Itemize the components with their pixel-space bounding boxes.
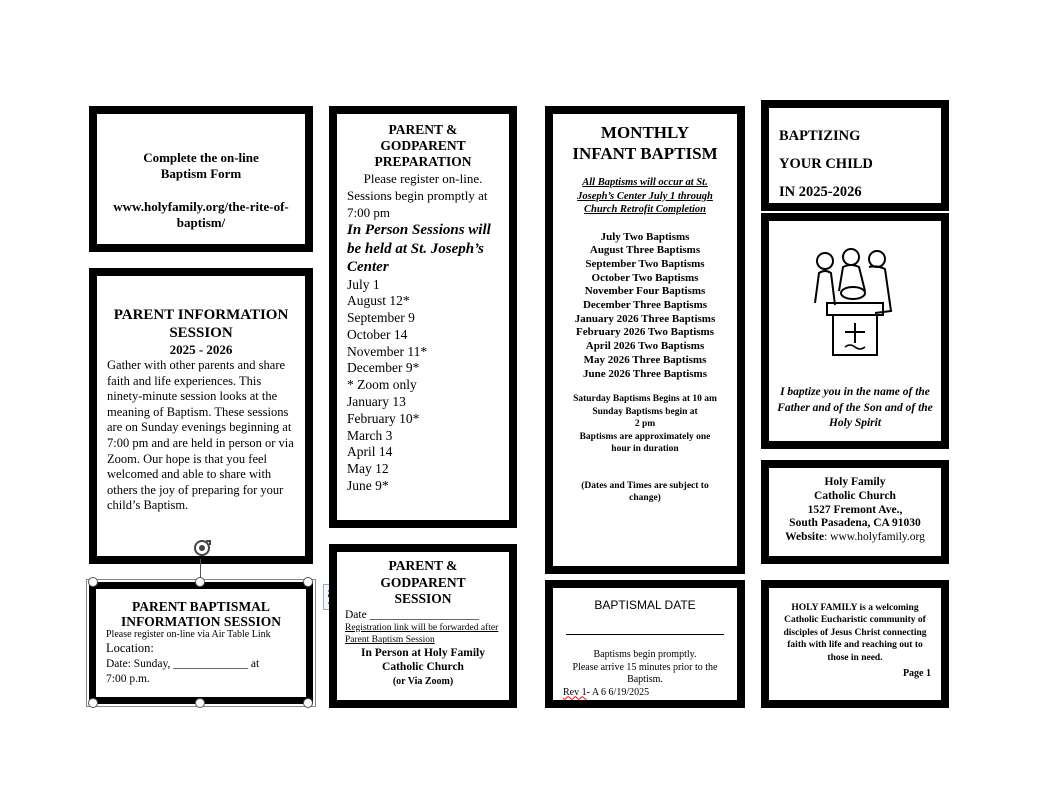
resize-handle[interactable] bbox=[88, 577, 98, 587]
monthly-schedule-item: January 2026 Three Baptisms bbox=[574, 312, 716, 325]
heading-line2: YOUR CHILD bbox=[779, 156, 873, 172]
prep-date: January 13 bbox=[347, 394, 406, 410]
baptismal-info-location: Location: bbox=[106, 641, 154, 655]
baptismal-date-prompt: Baptisms begin promptly. bbox=[593, 649, 697, 660]
church-name1: Holy Family bbox=[824, 476, 886, 488]
prep-title2: GODPARENT bbox=[380, 138, 466, 153]
session-form-reg-link: Registration link will be forwarded after Parent Baptism Session bbox=[345, 622, 499, 645]
image-caption: I baptize you in the name of the Father and of the Son and of the Holy Spirit bbox=[777, 386, 933, 429]
resize-handle[interactable] bbox=[195, 698, 205, 708]
monthly-schedule-item: February 2026 Two Baptisms bbox=[575, 326, 714, 339]
baptismal-date-line[interactable] bbox=[566, 634, 724, 635]
monthly-schedule-item: April 2026 Two Baptisms bbox=[585, 340, 705, 353]
prep-in-person: In Person Sessions will be held at St. Joseph’s Center bbox=[347, 222, 491, 275]
session-form-location1: In Person at Holy Family bbox=[361, 646, 485, 659]
prep-date: June 9* bbox=[347, 478, 389, 494]
heading-box bbox=[761, 100, 949, 211]
online-form-line2: Baptism Form bbox=[160, 166, 242, 181]
monthly-schedule-item: December Three Baptisms bbox=[582, 299, 708, 312]
resize-handle[interactable] bbox=[195, 577, 205, 587]
session-form-title3: SESSION bbox=[394, 591, 452, 606]
prep-date: July 1 bbox=[347, 276, 380, 292]
prep-register: Please register on-line. bbox=[363, 171, 483, 186]
baptismal-info-date-suffix: at bbox=[248, 658, 260, 670]
baptismal-date-arrive: Please arrive 15 minutes prior to the Baptism. bbox=[572, 661, 718, 685]
prep-date: October 14 bbox=[347, 326, 408, 342]
prep-date: August 12* bbox=[347, 293, 410, 309]
monthly-schedule-item: September Two Baptisms bbox=[585, 257, 705, 270]
monthly-schedule-item: August Three Baptisms bbox=[589, 244, 701, 257]
church-name2: Catholic Church bbox=[814, 489, 896, 502]
parent-info-years: 2025 - 2026 bbox=[169, 342, 233, 357]
heading-line1: BAPTIZING bbox=[779, 128, 861, 144]
online-form-box bbox=[89, 106, 313, 252]
welcome-box bbox=[761, 580, 949, 708]
church-box bbox=[761, 460, 949, 564]
monthly-box bbox=[545, 106, 745, 574]
prep-date: April 14 bbox=[347, 444, 393, 460]
resize-handle[interactable] bbox=[88, 698, 98, 708]
parent-info-box bbox=[89, 268, 313, 564]
prep-date: November 11* bbox=[347, 343, 428, 359]
church-city: South Pasadena, CA 91030 bbox=[789, 517, 921, 530]
session-form-location2: Catholic Church bbox=[382, 660, 464, 673]
monthly-title2: INFANT BAPTISM bbox=[572, 144, 718, 163]
baptismal-info-note: Please register on-line via Air Table Link bbox=[106, 629, 271, 640]
session-form-title1: PARENT & bbox=[388, 558, 458, 573]
monthly-sunday1: Sunday Baptisms begin at bbox=[592, 406, 698, 417]
prep-title3: PREPARATION bbox=[374, 154, 472, 169]
rev-label: Rev 1 bbox=[563, 686, 587, 698]
welcome-text: HOLY FAMILY is a welcoming Catholic Eucharistic community of disciples of Jesus Christ connecting faith with life and reaching out to those in need. bbox=[783, 603, 927, 663]
baptismal-info-date-prefix: Date: Sunday, bbox=[106, 658, 174, 670]
monthly-disclaimer: (Dates and Times are subject to change) bbox=[581, 480, 709, 504]
prep-date: May 12 bbox=[347, 461, 389, 477]
prep-date: * Zoom only bbox=[347, 377, 417, 393]
baptism-illustration bbox=[811, 243, 899, 361]
monthly-sunday2: 2 pm bbox=[634, 419, 656, 430]
prep-date: February 10* bbox=[347, 410, 420, 426]
church-website[interactable]: : www.holyfamily.org bbox=[824, 531, 925, 544]
session-form-zoom: (or Via Zoom) bbox=[392, 675, 454, 687]
monthly-saturday: Saturday Baptisms Begins at 10 am bbox=[573, 394, 717, 405]
baptismal-info-box[interactable] bbox=[89, 582, 313, 704]
parent-info-title2: SESSION bbox=[169, 325, 233, 341]
monthly-title1: MONTHLY bbox=[600, 123, 690, 142]
image-box bbox=[761, 213, 949, 449]
online-form-url[interactable]: www.holyfamily.org/the-rite-of-baptism/ bbox=[113, 199, 289, 230]
church-street: 1527 Fremont Ave., bbox=[807, 503, 903, 516]
prep-date: December 9* bbox=[347, 360, 420, 376]
prep-date: September 9 bbox=[347, 310, 415, 326]
baptismal-date-box bbox=[545, 580, 745, 708]
resize-handle[interactable] bbox=[303, 698, 313, 708]
prep-dates bbox=[337, 277, 509, 495]
session-form-box bbox=[329, 544, 517, 708]
resize-handle[interactable] bbox=[303, 577, 313, 587]
baptismal-info-date-blank[interactable]: _____________ bbox=[173, 658, 249, 670]
online-form-line1: Complete the on-line bbox=[143, 150, 259, 165]
prep-box bbox=[329, 106, 517, 528]
page-number: Page 1 bbox=[902, 668, 931, 680]
monthly-schedule-item: October Two Baptisms bbox=[591, 271, 699, 284]
monthly-notice: All Baptisms will occur at St. Joseph’s Center July 1 through Church Retrofit Completion bbox=[577, 177, 713, 215]
prep-date: March 3 bbox=[347, 427, 393, 443]
prep-sessions: Sessions begin promptly at 7:00 pm bbox=[347, 188, 488, 220]
church-website-label: Website bbox=[785, 531, 825, 544]
baptismal-info-title2: INFORMATION SESSION bbox=[121, 614, 281, 629]
heading-line3: IN 2025-2026 bbox=[779, 184, 862, 200]
session-form-title2: GODPARENT bbox=[380, 574, 466, 590]
session-form-date[interactable]: Date ___________________ bbox=[345, 608, 479, 621]
monthly-schedule-item: June 2026 Three Baptisms bbox=[583, 367, 707, 380]
parent-info-body: Gather with other parents and share faith and life experiences. This ninety-minute session looks at the meaning of Baptism. These sessions are on Sunday evenings beginning at 7:00 pm and are held in person or via Zoom. Our hope is that you feel welcomed and able to share with others the joy of preparing for your child’s Baptism. bbox=[107, 358, 294, 513]
monthly-schedule-item: November Four Baptisms bbox=[584, 285, 706, 298]
parent-info-title1: PARENT INFORMATION bbox=[113, 307, 289, 323]
monthly-duration: Baptisms are approximately one hour in duration bbox=[579, 431, 711, 455]
rev-rest: - A 6 6/19/2025 bbox=[586, 686, 650, 698]
baptismal-date-title: BAPTISMAL DATE bbox=[594, 598, 696, 612]
baptismal-info-title1: PARENT BAPTISMAL bbox=[132, 599, 270, 614]
baptismal-info-time: 7:00 p.m. bbox=[106, 673, 150, 685]
prep-title1: PARENT & bbox=[388, 122, 458, 137]
monthly-schedule-item: May 2026 Three Baptisms bbox=[583, 353, 707, 366]
monthly-schedule-item: July Two Baptisms bbox=[600, 230, 690, 243]
rotate-handle-icon[interactable] bbox=[191, 537, 213, 559]
